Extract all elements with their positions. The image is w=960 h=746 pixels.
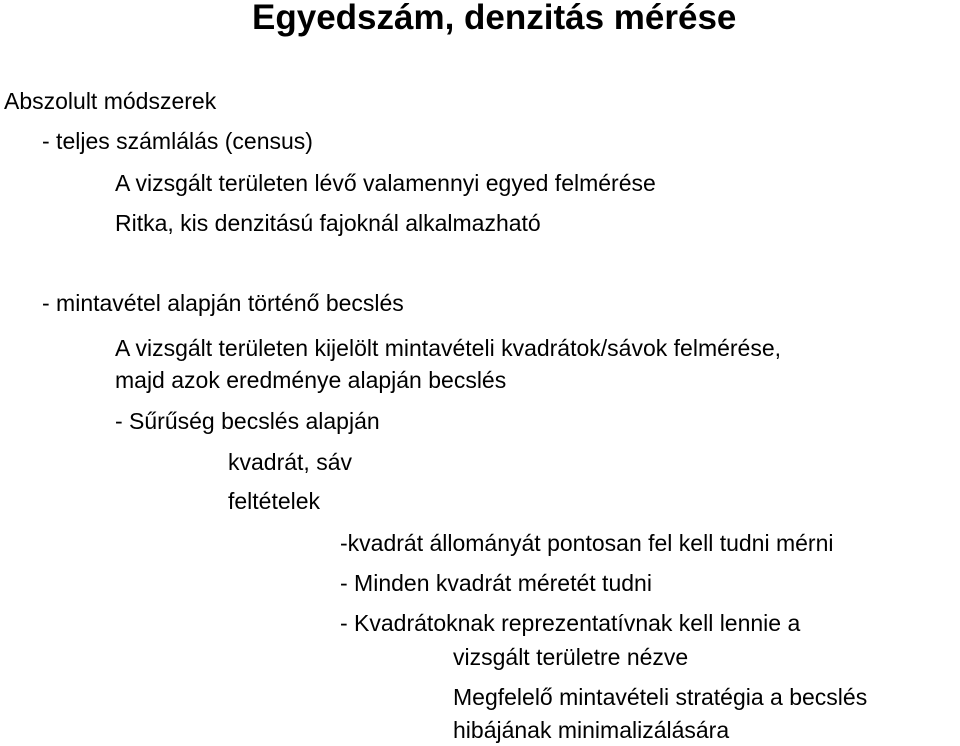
strategy-line-1: Megfelelő mintavételi stratégia a becslés: [453, 684, 868, 710]
condition-representative-line-2: vizsgált területre nézve: [453, 644, 689, 670]
bullet-sampling-estimate: - mintavétel alapján történő becslés: [42, 290, 404, 316]
census-description-line-2: Ritka, kis denzitású fajoknál alkalmazható: [115, 210, 541, 236]
condition-representative-line-1: - Kvadrátoknak reprezentatívnak kell lennie a: [340, 610, 801, 636]
bullet-density-estimate: - Sűrűség becslés alapján: [115, 408, 380, 434]
section-heading-absolute-methods: Abszolult módszerek: [4, 88, 217, 114]
slide-title: Egyedszám, denzitás mérése: [252, 0, 737, 37]
strategy-line-2: hibájának minimalizálására: [453, 717, 730, 743]
census-description-line-1: A vizsgált területen lévő valamennyi egyed felmérése: [115, 170, 656, 196]
bullet-census: - teljes számlálás (census): [42, 128, 313, 154]
sampling-description-line-2: majd azok eredménye alapján becslés: [115, 367, 507, 393]
density-item-conditions: feltételek: [228, 488, 321, 514]
density-item-quadrat-strip: kvadrát, sáv: [228, 449, 352, 475]
condition-measure-stock: -kvadrát állományát pontosan fel kell tudni mérni: [340, 530, 834, 556]
sampling-description-line-1: A vizsgált területen kijelölt mintavételi kvadrátok/sávok felmérése,: [115, 335, 782, 361]
condition-know-size: - Minden kvadrát méretét tudni: [340, 570, 652, 596]
